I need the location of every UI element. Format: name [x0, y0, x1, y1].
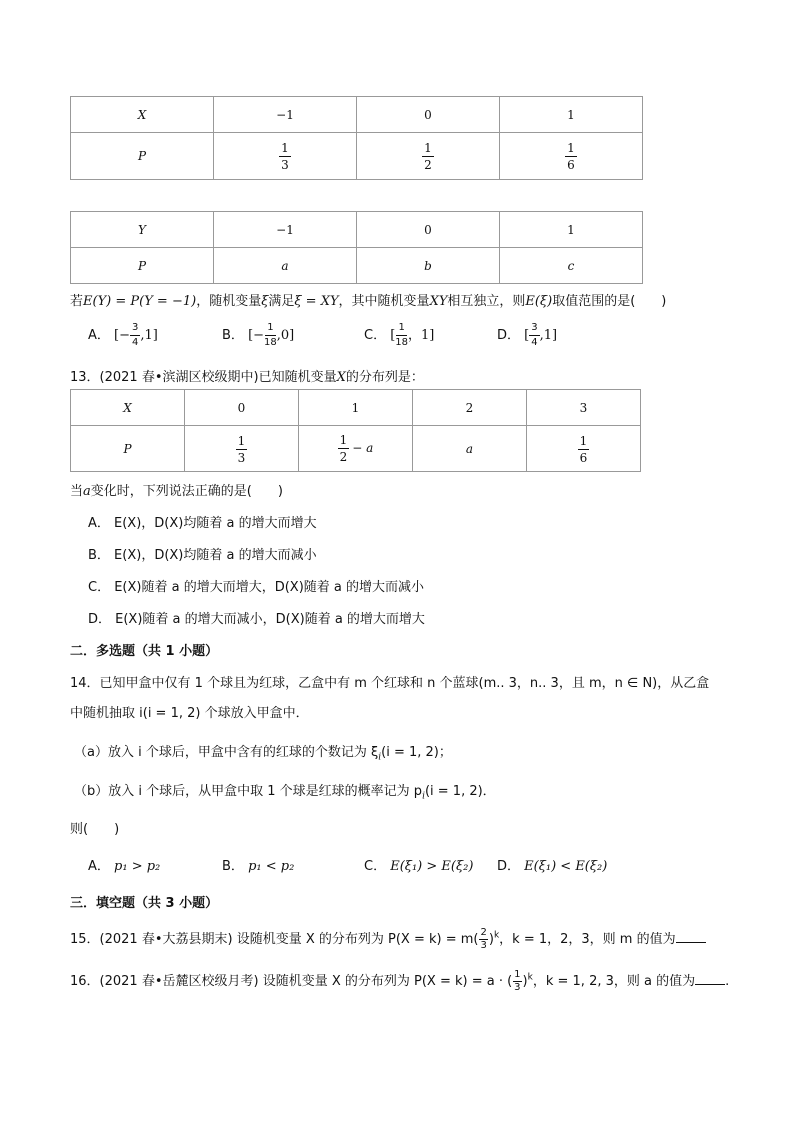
numerator: 3	[130, 323, 140, 336]
question-14-line-4	[74, 780, 496, 802]
numerator: 1	[265, 323, 275, 336]
fraction	[529, 323, 539, 348]
table-cell: 1	[500, 97, 643, 133]
table-header-cell: X	[71, 390, 185, 426]
option-label: C．	[364, 859, 387, 874]
denominator: 18	[264, 337, 277, 348]
table-cell	[299, 426, 413, 472]
numerator: 1	[237, 433, 246, 448]
math: p₁ < p₂	[248, 859, 295, 874]
question-13-prompt	[70, 480, 283, 499]
text: ,1]	[539, 328, 558, 343]
option-a	[88, 855, 160, 874]
table-cell: 0	[357, 212, 500, 248]
math: E(Y) = P(Y = −1)	[83, 294, 197, 309]
distribution-table-x	[70, 96, 643, 180]
fraction	[513, 970, 521, 993]
table-cell: a	[413, 426, 527, 472]
table-cell: 0	[185, 390, 299, 426]
fraction	[130, 323, 140, 348]
text: 取值范围的是( )	[552, 294, 667, 309]
text: [	[524, 328, 530, 343]
option-label: D．	[497, 328, 521, 343]
option-label: A．	[88, 859, 110, 874]
text: [−	[114, 328, 131, 343]
denominator: 3	[281, 158, 289, 172]
denominator: 3	[514, 982, 521, 993]
table-header-cell: P	[71, 426, 185, 472]
text: [−	[248, 328, 265, 343]
denominator: 2	[424, 158, 432, 172]
fraction	[264, 323, 277, 348]
table-cell	[357, 133, 500, 180]
denominator: 3	[480, 940, 487, 951]
text: （a）放入 i 个球后，甲盒中含有的红球的个数记为 ξ	[74, 745, 379, 760]
numerator: 1	[281, 141, 289, 155]
table-row	[71, 390, 641, 426]
table-header-cell: P	[71, 248, 214, 284]
option-label: A．	[88, 328, 110, 343]
table-row	[71, 426, 641, 472]
text: 若	[70, 294, 84, 309]
table-row	[71, 133, 643, 180]
table-row	[71, 97, 643, 133]
numerator: 1	[424, 141, 432, 155]
text: 满足	[268, 294, 295, 309]
denominator: 18	[395, 337, 409, 348]
denominator: 4	[531, 337, 538, 348]
text: ，k = 1, 2, 3，则 a 的值为	[532, 974, 696, 989]
option-a	[88, 323, 158, 348]
table-cell: −1	[214, 212, 357, 248]
text: )	[522, 974, 528, 989]
math: XY	[429, 294, 448, 309]
question-13-stem	[70, 366, 424, 385]
option-c	[364, 323, 434, 348]
denominator: 6	[567, 158, 575, 172]
text: .	[725, 974, 730, 989]
text: [	[390, 328, 396, 343]
denominator: 6	[579, 450, 588, 465]
table-cell: −1	[214, 97, 357, 133]
table-cell: 1	[299, 390, 413, 426]
denominator: 4	[132, 337, 139, 348]
text: ,1]	[140, 328, 158, 343]
table-cell: c	[500, 248, 643, 284]
math: ξ	[261, 294, 269, 309]
text: 15．(2021 春•大荔县期末) 设随机变量 X 的分布列为 P(X = k) = m(	[70, 932, 479, 947]
option-a: A． E(X)，D(X)均随着 a 的增大而增大	[88, 516, 317, 531]
distribution-table-y	[70, 211, 643, 284]
option-label: B．	[222, 859, 244, 874]
question-14-line-1: 14．已知甲盒中仅有 1 个球且为红球，乙盒中有 m 个红球和 n 个蓝球(m.. 3，n.. 3，且 m，n ∈ N)，从乙盒	[70, 676, 710, 691]
math: E(ξ)	[525, 294, 553, 309]
table-row	[71, 248, 643, 284]
text: 16．(2021 春•岳麓区校级月考) 设随机变量 X 的分布列为 P(X = k) = a · (	[70, 974, 513, 989]
table-row	[71, 212, 643, 248]
subscript: i	[422, 791, 425, 802]
table-cell: a	[214, 248, 357, 284]
text: 13．(2021 春•滨湖区校级期中)已知随机变量	[70, 370, 337, 385]
option-b: B． E(X)，D(X)均随着 a 的增大而减小	[88, 548, 317, 563]
table-cell: 2	[413, 390, 527, 426]
fraction	[479, 928, 487, 951]
text: ，k = 1，2，3，则 m 的值为	[499, 932, 676, 947]
table-header-cell: Y	[71, 212, 214, 248]
table-cell	[185, 426, 299, 472]
text: ，其中随机变量	[338, 294, 430, 309]
text: (i = 1, 2)．	[424, 784, 496, 799]
math: − a	[352, 441, 374, 455]
table-cell: 1	[500, 212, 643, 248]
text: 变化时，下列说法正确的是( )	[90, 484, 283, 499]
denominator: 2	[339, 450, 348, 464]
answer-blank[interactable]	[676, 932, 706, 943]
math: E(ξ₁) > E(ξ₂)	[390, 859, 474, 874]
text: 当	[70, 484, 84, 499]
table-cell	[527, 426, 641, 472]
fraction	[578, 435, 590, 464]
text: )	[488, 932, 494, 947]
option-b	[222, 855, 294, 874]
section-heading-fill-blank: 三．填空题（共 3 小题）	[70, 896, 219, 911]
math: X	[336, 370, 346, 385]
question-12-stem	[70, 290, 666, 309]
fraction	[565, 142, 577, 171]
superscript: k	[527, 972, 533, 983]
numerator: 1	[514, 969, 521, 980]
table-cell: 3	[527, 390, 641, 426]
text: ,0]	[276, 328, 295, 343]
numerator: 1	[579, 433, 588, 448]
text: （b）放入 i 个球后，从甲盒中取 1 个球是红球的概率记为 p	[74, 784, 423, 799]
fraction	[236, 435, 248, 464]
option-label: D．	[497, 859, 521, 874]
table-cell	[214, 133, 357, 180]
text: ，1]	[408, 328, 435, 343]
section-heading-multiple-choice: 二．多选题（共 1 小题）	[70, 644, 219, 659]
text: 相互独立，则	[447, 294, 526, 309]
option-label: B．	[222, 328, 244, 343]
numerator: 2	[480, 927, 487, 938]
numerator: 3	[529, 323, 539, 336]
option-b	[222, 323, 294, 348]
subscript: i	[378, 752, 382, 763]
option-d	[497, 855, 607, 874]
option-d	[497, 323, 557, 348]
table-cell: b	[357, 248, 500, 284]
table-cell: 0	[357, 97, 500, 133]
denominator: 3	[237, 450, 246, 465]
option-c	[364, 855, 473, 874]
question-16	[70, 970, 729, 993]
question-14-line-5: 则( )	[70, 822, 120, 837]
option-c: C． E(X)随着 a 的增大而增大，D(X)随着 a 的增大而减小	[88, 580, 424, 595]
fraction	[338, 434, 350, 463]
table-header-cell: P	[71, 133, 214, 180]
numerator: 1	[339, 433, 348, 447]
math: E(ξ₁) < E(ξ₂)	[524, 859, 608, 874]
math: a	[83, 484, 91, 499]
text: 的分布列是：	[345, 370, 424, 385]
option-d: D． E(X)随着 a 的增大而减小，D(X)随着 a 的增大而增大	[88, 612, 425, 627]
table-cell	[500, 133, 643, 180]
text: ，随机变量	[196, 294, 262, 309]
numerator: 1	[396, 323, 406, 336]
fraction	[422, 142, 434, 171]
distribution-table-q13	[70, 389, 641, 472]
math: p₁ > p₂	[114, 859, 161, 874]
text: (i = 1, 2)；	[381, 745, 452, 760]
fraction	[279, 142, 291, 171]
superscript: k	[493, 930, 500, 941]
answer-blank[interactable]	[695, 974, 725, 985]
question-14-line-3	[74, 741, 452, 763]
option-label: C．	[364, 328, 387, 343]
math: ξ = XY	[294, 294, 339, 309]
question-14-line-2: 中随机抽取 i(i = 1, 2) 个球放入甲盒中．	[70, 706, 309, 721]
table-header-cell: X	[71, 97, 214, 133]
numerator: 1	[567, 141, 575, 155]
fraction	[395, 323, 408, 348]
question-15	[70, 928, 706, 951]
